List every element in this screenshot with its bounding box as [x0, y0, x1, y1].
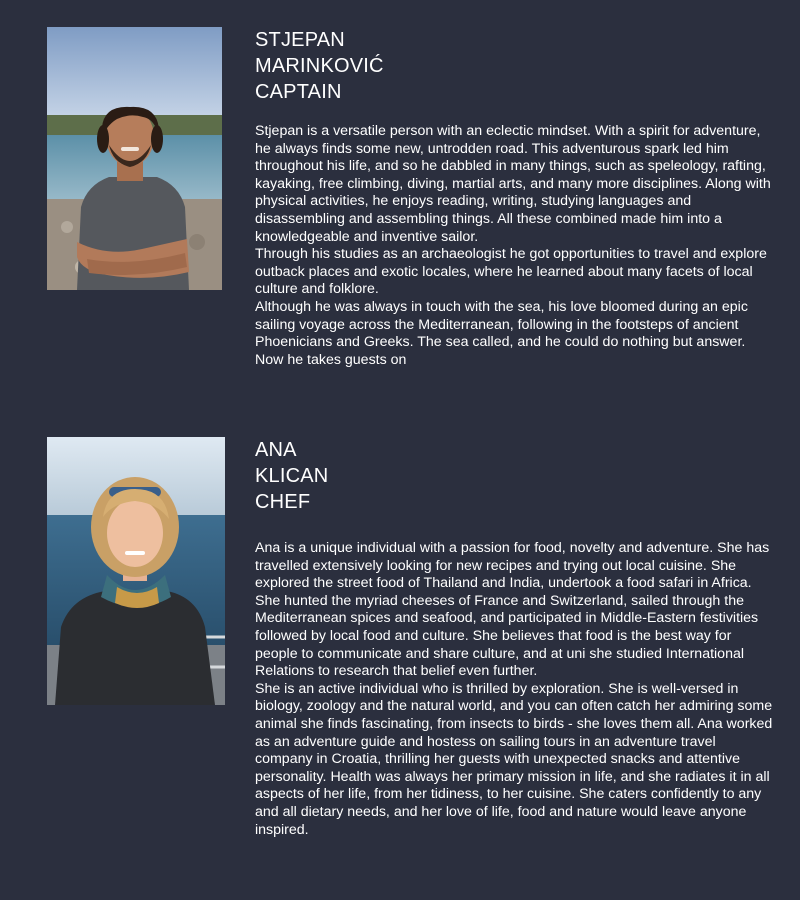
- last-name: KLICAN: [255, 465, 329, 487]
- captain-photo: [47, 27, 222, 290]
- chef-name-heading: [255, 437, 775, 515]
- chef-text: [255, 437, 775, 839]
- last-name: MARINKOVIĆ: [255, 55, 384, 77]
- role: CAPTAIN: [255, 81, 342, 103]
- bio-paragraph: Stjepan is a versatile person with an eclectic mindset. With a spirit for adventure, he always finds some new, untrodden road. This adventurous spark led him throughout his life, and so he dabbled in many things, such as speleology, rafting, kayaking, free climbing, diving, martial arts, and many more disciplines. Along with physical activities, he enjoys reading, writing, studying languages and disassembling and assembling things. All these combined made him into a knowledgeable and inventive sailor.: [255, 123, 771, 245]
- first-name: ANA: [255, 439, 297, 461]
- captain-bio: [255, 123, 775, 405]
- captain-text: [255, 27, 775, 405]
- captain-portrait-icon: [47, 27, 222, 290]
- first-name: STJEPAN: [255, 29, 345, 51]
- captain-name-heading: [255, 27, 775, 105]
- bio-paragraph: She is an active individual who is thrilled by exploration. She is well-versed in biology, zoology and the natural world, and you can often catch her admiring some animal she finds fascinating, from insects to birds - she loves them all. Ana worked as an adventure guide and hostess on sailing tours in an adventure travel company in Croatia, thrilling her guests with unexpected snacks and attentive personality. Health was always her primary mission in life, and she radiates it in all aspects of her life, from her tidiness, to her cuisine. She caters confidently to any and all dietary needs, and her love of life, food and nature would leave anyone inspired.: [255, 680, 773, 838]
- role: CHEF: [255, 491, 311, 513]
- bio-paragraph: Through his studies as an archaeologist he got opportunities to travel and explore outback places and exotic locales, where he learned about many facets of local culture and folklore.: [255, 246, 767, 298]
- chef-photo: [47, 437, 225, 705]
- chef-portrait-icon: [47, 437, 225, 705]
- bio-paragraph: Ana is a unique individual with a passion for food, novelty and adventure. She has travelled extensively looking for new recipes and trying out local cuisine. She explored the street food of Thailand and India, undertook a food safari in Africa. She hunted the myriad cheeses of France and Switzerland, sailed through the Mediterranean spices and seafood, and participated in Middle-Eastern festivities followed by local food and culture. She believes that food is the best way for people to communicate and share culture, and at uni she studied International Relations to research that belief even further.: [255, 540, 770, 680]
- bio-paragraph: Although he was always in touch with the sea, his love bloomed during an epic sailing voyage across the Mediterranean, following in the footsteps of ancient Phoenicians and Greeks. The sea called, and he could do nothing but answer. Now he takes guests on: [255, 298, 748, 368]
- chef-bio: [255, 540, 775, 839]
